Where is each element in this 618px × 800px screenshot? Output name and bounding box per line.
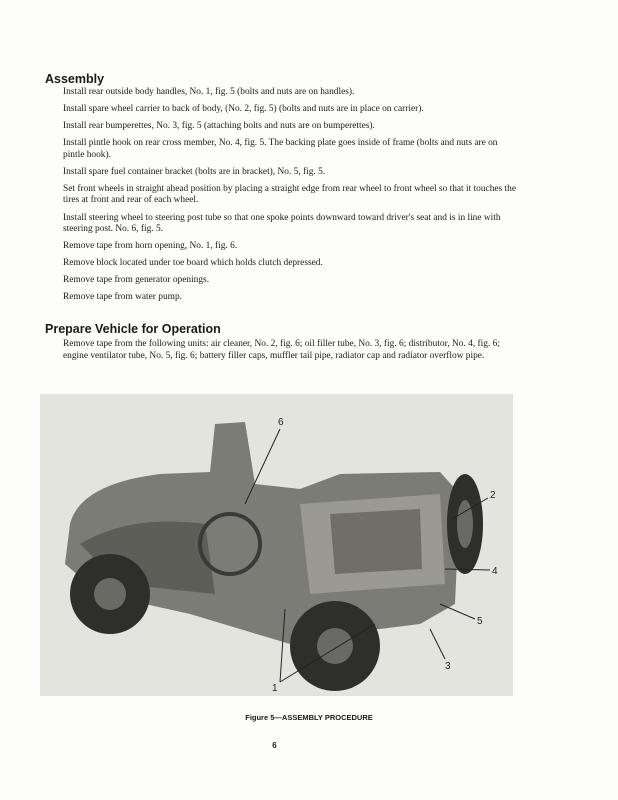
assembly-step: Set front wheels in straight ahead position by placing a straight edge from rear wheel to front wheel so that it touches the tires at front and rear of each wheel. <box>63 183 516 206</box>
assembly-step: Install pintle hook on rear cross member, No. 4, fig. 5. The backing plate goes inside of frame (bolts and nuts are on pintle hook). <box>63 138 498 160</box>
assembly-steps <box>63 87 518 310</box>
assembly-step: Install steering wheel to steering post tube so that one spoke points downward toward driver's seat and is in line with steering post. No. 6, fig. 5. <box>63 212 501 235</box>
assembly-step: Remove tape from generator openings. <box>63 275 210 286</box>
assembly-step: Install rear outside body handles, No. 1, fig. 5 (bolts and nuts are on handles). <box>63 87 355 97</box>
figure-5-photo <box>40 394 513 696</box>
jeep-illustration <box>40 394 513 696</box>
assembly-step: Remove tape from water pump. <box>63 292 182 303</box>
page-number: 6 <box>272 741 277 750</box>
assembly-step: Install spare fuel container bracket (bolts are in bracket), No. 5, fig. 5. <box>63 166 326 177</box>
figure-caption: Figure 5—ASSEMBLY PROCEDURE <box>245 713 373 722</box>
assembly-step: Install rear bumperettes, No. 3, fig. 5 (attaching bolts and nuts are on bumperettes). <box>63 121 375 132</box>
assembly-heading: Assembly <box>45 72 105 86</box>
callout-2: 2 <box>490 490 496 501</box>
prepare-text: Remove tape from the following units: air cleaner, No. 2, fig. 6; oil filler tube, No. 3, fig. 6; distributor, No. 4, fig. 6; engine ventilator tube, No. 5, fig. 6; battery filler caps, muffler tail pipe, radiator cap and radiator overflow pipe. <box>63 339 500 361</box>
assembly-step: Remove block located under toe board which holds clutch depressed. <box>63 258 323 269</box>
assembly-step: Remove tape from horn opening, No. 1, fig. 6. <box>63 241 238 252</box>
callout-6: 6 <box>278 417 284 428</box>
callout-3: 3 <box>445 661 451 672</box>
callout-4: 4 <box>492 566 498 577</box>
prepare-heading: Prepare Vehicle for Operation <box>45 322 221 336</box>
assembly-step: Install spare wheel carrier to back of body, (No. 2, fig. 5) (bolts and nuts are in place on carrier). <box>63 104 424 115</box>
callout-1: 1 <box>272 683 278 694</box>
callout-5: 5 <box>477 616 483 627</box>
